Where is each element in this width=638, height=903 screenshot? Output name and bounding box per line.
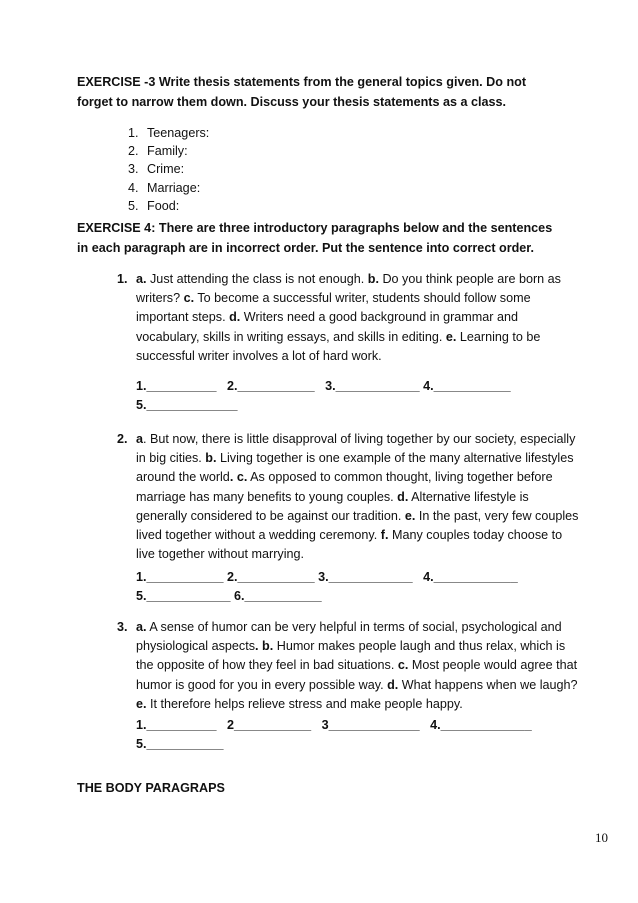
sentence-letter: d. xyxy=(397,489,409,504)
item-number: 1. xyxy=(117,272,128,286)
exercise-4-heading-line-2: in each paragraph are in incorrect order. Put the sentence into correct order. xyxy=(77,241,535,255)
sentence-text: Many couples today choose to live together without marrying. xyxy=(136,528,563,562)
sentence-letter: . b. xyxy=(255,639,274,654)
page-number: 10 xyxy=(595,830,608,845)
scrambled-paragraph xyxy=(136,430,581,564)
exercise-4-heading-line-1: EXERCISE 4: There are three introductory paragraphs below and the sentences xyxy=(77,221,553,235)
sentence-text: In the past, very few couples lived together without a wedding ceremony. xyxy=(136,508,579,543)
sentence-text: . But now, there is little disapproval of living together by our society, especially in big cities. xyxy=(136,432,576,466)
sentence-text: As opposed to common thought, living together before marriage has many benefits to young couples. xyxy=(136,470,553,504)
sentence-text: Learning to be successful writer involves a lot of hard work. xyxy=(136,329,541,363)
sentence-letter: b. xyxy=(367,272,379,286)
sentence-letter: e. xyxy=(445,329,457,344)
sentence-letter: e. xyxy=(404,508,416,523)
topic-label: Marriage: xyxy=(147,180,201,195)
sentence-text: Living together is one example of the many alternative lifestyles around the world xyxy=(136,451,574,485)
topic-number: 4. xyxy=(128,180,139,195)
sentence-letter: a. xyxy=(136,620,147,634)
topic-item xyxy=(128,197,209,215)
sentence-letter: e. xyxy=(136,696,147,711)
sentence-letter: f. xyxy=(380,528,389,543)
exercise-3-heading-line-1: EXERCISE -3 Write thesis statements from the general topics given. Do not xyxy=(77,75,527,89)
topic-label: Teenagers: xyxy=(147,126,210,140)
topic-item xyxy=(128,142,209,160)
sentence-text: A sense of humor can be very helpful in terms of social, psychological and physiological aspects xyxy=(136,620,562,654)
section-title: THE BODY PARAGRAPS xyxy=(77,781,225,795)
sentence-letter: a xyxy=(136,432,144,446)
topic-label: Family: xyxy=(147,144,188,159)
sentence-letter: b. xyxy=(205,451,217,466)
sentence-letter: c. xyxy=(183,291,195,306)
exercise-3-heading-line-2: forget to narrow them down. Discuss your thesis statements as a class. xyxy=(77,95,507,109)
topic-number: 5. xyxy=(128,198,139,213)
sentence-text: Alternative lifestyle is generally considered to be against our tradition. xyxy=(136,489,529,523)
answer-blank-line[interactable]: 1.__________ 2___________ 3_____________ 4._____________ xyxy=(136,718,532,732)
sentence-letter: a. xyxy=(136,272,147,286)
sentence-text: Humor makes people laugh and thus relax, which is the opposite of how they feel in bad situations. xyxy=(136,639,566,673)
topic-item xyxy=(128,124,209,142)
scrambled-paragraph xyxy=(136,270,581,366)
item-number: 3. xyxy=(117,620,128,634)
topic-label: Food: xyxy=(147,198,180,213)
topic-label: Crime: xyxy=(147,162,185,177)
answer-blanks-3 xyxy=(136,716,532,754)
scrambled-paragraph xyxy=(136,618,581,714)
sentence-text: Do you think people are born as writers? xyxy=(136,272,561,306)
item-number: 2. xyxy=(117,432,128,446)
sentence-text: Just attending the class is not enough. xyxy=(146,272,368,286)
sentence-letter: c. xyxy=(397,658,409,673)
topic-number: 2. xyxy=(128,144,139,159)
answer-blanks-1 xyxy=(136,377,511,415)
sentence-letter: . c. xyxy=(229,470,248,485)
exercise-4-heading xyxy=(77,218,577,258)
answer-blank-line[interactable]: 1.__________ 2.___________ 3.____________ 4.___________ xyxy=(136,379,511,393)
sentence-text: Most people would agree that humor is good for you in every possible way. xyxy=(136,658,578,692)
topic-number: 1. xyxy=(128,126,139,140)
topic-item xyxy=(128,160,209,178)
answer-blank-line[interactable]: 5._____________ xyxy=(136,398,238,412)
sentence-letter: d. xyxy=(229,310,241,325)
answer-blank-line[interactable]: 5.___________ xyxy=(136,737,224,751)
topic-item xyxy=(128,179,209,197)
topic-list xyxy=(128,124,209,215)
topic-number: 3. xyxy=(128,162,139,177)
sentence-text: To become a successful writer, students should follow some important steps. xyxy=(136,291,531,325)
answer-blank-line[interactable]: 1.___________ 2.___________ 3.____________ 4.____________ xyxy=(136,570,518,584)
sentence-text: Writers need a good background in grammar and vocabulary, skills in writing essays, and skills in editing. xyxy=(136,310,518,344)
answer-blank-line[interactable]: 5.____________ 6.___________ xyxy=(136,589,322,603)
exercise-3-heading xyxy=(77,72,577,112)
answer-blanks-2 xyxy=(136,568,518,606)
sentence-letter: d. xyxy=(387,677,399,692)
sentence-text: What happens when we laugh? xyxy=(398,677,578,692)
sentence-text: It therefore helps relieve stress and make people happy. xyxy=(146,696,463,711)
